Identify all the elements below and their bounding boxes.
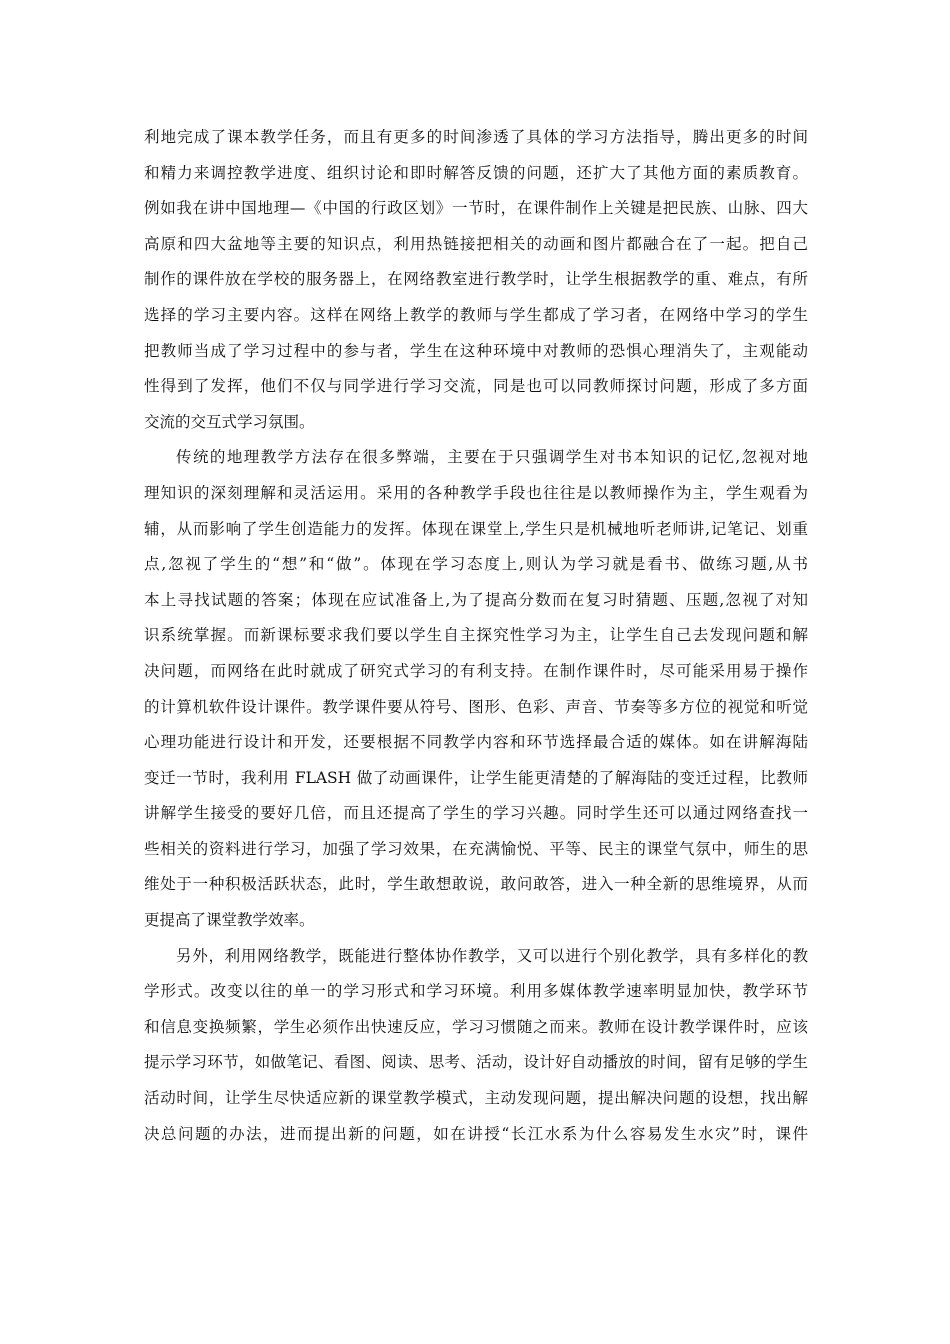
text-line: 更提高了课堂教学效率。 <box>144 911 315 930</box>
text-line: 把教师当成了学习过程中的参与者，学生在这种环境中对教师的恐惧心理消失了，主观能动 <box>144 341 808 360</box>
text-line: 传统的地理教学方法存在很多弊端，主要在于只强调学生对书本知识的记忆,忽视对地 <box>176 448 808 467</box>
text-line: 和精力来调控教学进度、组织讨论和即时解答反馈的问题，还扩大了其他方面的素质教育。 <box>144 163 808 182</box>
text-line: 本上寻找试题的答案；体现在应试准备上,为了提高分数而在复习时猜题、压题,忽视了对知 <box>144 590 808 609</box>
text-line: 交流的交互式学习氛围。 <box>144 412 315 431</box>
text-line: 些相关的资料进行学习，加强了学习效果，在充满愉悦、平等、民主的课堂气氛中，师生的思 <box>144 839 808 858</box>
text-line: 和信息变换频繁，学生必须作出快速反应，学习习惯随之而来。教师在设计教学课件时，应该 <box>144 1017 808 1036</box>
paragraph-3 <box>144 939 808 1153</box>
text-line: 活动时间，让学生尽快适应新的课堂教学模式，主动发现问题，提出解决问题的设想，找出解 <box>144 1089 808 1108</box>
text-line: 决总问题的办法，进而提出新的问题，如在讲授“长江水系为什么容易发生水灾”时，课件 <box>144 1124 808 1143</box>
text-line: 选择的学习主要内容。这样在网络上教学的教师与学生都成了学习者，在网络中学习的学生 <box>144 305 808 324</box>
text-line: 辅，从而影响了学生创造能力的发挥。体现在课堂上,学生只是机械地听老师讲,记笔记、划重 <box>144 519 808 538</box>
text-line: 维处于一种积极活跃状态，此时，学生敢想敢说，敢问敢答，进入一种全新的思维境界，从而 <box>144 875 808 894</box>
text-line: 利地完成了课本教学任务，而且有更多的时间渗透了具体的学习方法指导，腾出更多的时间 <box>144 128 808 146</box>
text-line: 心理功能进行设计和开发，还要根据不同教学内容和环节选择最合适的媒体。如在讲解海陆 <box>144 733 808 752</box>
text-line: 讲解学生接受的要好几倍，而且还提高了学生的学习兴趣。同时学生还可以通过网络查找一 <box>144 804 808 823</box>
text-line: 的计算机软件设计课件。教学课件要从符号、图形、色彩、声音、节奏等多方位的视觉和听觉 <box>144 697 808 716</box>
text-line: 提示学习环节，如做笔记、看图、阅读、思考、活动，设计好自动播放的时间，留有足够的学生 <box>144 1053 808 1072</box>
text-line: 点,忽视了学生的“想”和“做”。体现在学习态度上,则认为学习就是看书、做练习题,从书 <box>144 555 808 574</box>
document-body <box>144 120 808 1152</box>
text-line: 变迁一节时，我利用 FLASH 做了动画课件，让学生能更清楚的了解海陆的变迁过程，比教师 <box>144 768 808 787</box>
paragraph-1 <box>144 120 808 440</box>
text-line: 理知识的深刻理解和灵活运用。采用的各种教学手段也往往是以教师操作为主，学生观看为 <box>144 483 808 502</box>
paragraph-2 <box>144 440 808 938</box>
text-line: 学形式。改变以往的单一的学习形式和学习环境。利用多媒体教学速率明显加快，教学环节 <box>144 982 808 1001</box>
text-line: 高原和四大盆地等主要的知识点，利用热链接把相关的动画和图片都融合在了一起。把自己 <box>144 234 808 253</box>
text-line: 制作的课件放在学校的服务器上，在网络教室进行教学时，让学生根据教学的重、难点，有所 <box>144 270 808 289</box>
text-line: 另外，利用网络教学，既能进行整体协作教学，又可以进行个别化教学，具有多样化的教 <box>176 946 808 965</box>
text-line: 识系统掌握。而新课标要求我们要以学生自主探究性学习为主，让学生自己去发现问题和解 <box>144 626 808 645</box>
text-line: 决问题，而网络在此时就成了研究式学习的有利支持。在制作课件时，尽可能采用易于操作 <box>144 661 808 680</box>
text-line: 例如我在讲中国地理—《中国的行政区划》一节时，在课件制作上关键是把民族、山脉、四大 <box>144 199 808 218</box>
text-line: 性得到了发挥，他们不仅与同学进行学习交流，同是也可以同教师探讨问题，形成了多方面 <box>144 377 808 396</box>
